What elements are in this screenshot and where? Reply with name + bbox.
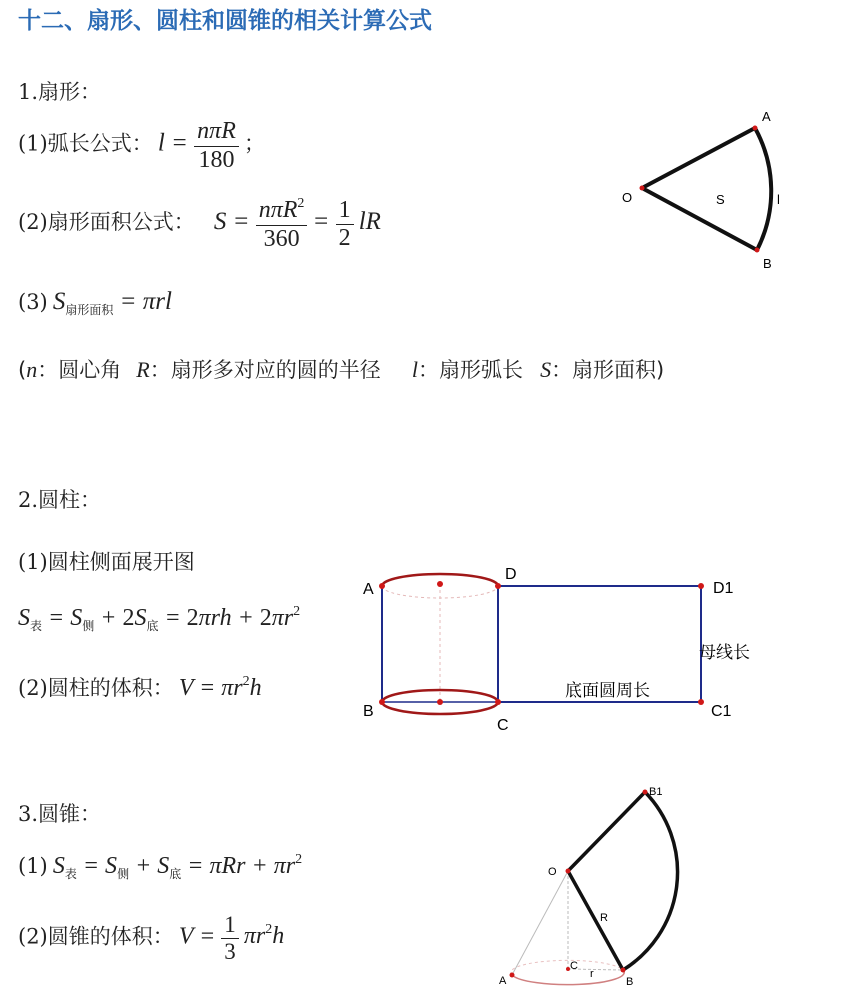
label-O: O xyxy=(622,190,633,205)
cylinder-net-diagram xyxy=(355,560,775,740)
label-A: A xyxy=(363,581,374,598)
sector-shape xyxy=(642,128,771,250)
sector-diagram xyxy=(600,100,800,280)
cone-lateral-sector xyxy=(568,792,678,970)
section-cone-heading: 3.圆锥： xyxy=(18,802,102,826)
section-sector-heading: 1.扇形： xyxy=(18,80,102,104)
arc-length-label: (1)弧长公式： xyxy=(18,131,153,156)
label-A: A xyxy=(499,975,507,987)
page-title: 十二、扇形、圆柱和圆锥的相关计算公式 xyxy=(18,8,432,34)
cylinder-volume-formula: (2)圆柱的体积： $V = \pi r^2h$ xyxy=(18,674,262,701)
cone-volume-formula: (2)圆锥的体积： V = $\frac{1}{3}$ $\pi r^2h$ xyxy=(18,912,285,965)
label-O: O xyxy=(548,866,557,878)
label-D: D xyxy=(505,566,517,583)
label-S: S xyxy=(716,192,725,207)
label-B1: B1 xyxy=(649,786,663,798)
label-C: C xyxy=(570,960,578,972)
label-r: r xyxy=(590,968,594,980)
section-cylinder-heading: 2.圆柱： xyxy=(18,488,102,512)
sector-legend: (n：圆心角 R：扇形多对应的圆的半径 l：扇形弧长 S：扇形面积) xyxy=(18,357,665,382)
label-B: B xyxy=(763,256,772,271)
label-D1: D1 xyxy=(713,580,734,597)
sector-area-label: (2)扇形面积公式： xyxy=(18,210,195,235)
label-l: l xyxy=(777,192,780,207)
cone-surface-formula: (1) $S_表 = S_侧 + S_底 = \pi Rr + \pi r^2$ xyxy=(18,852,303,881)
label-B: B xyxy=(363,703,374,720)
sector-area-formula: (2)扇形面积公式： S = $\frac{n\pi R^2}{360}$ = $\frac{1}{2}$ lR xyxy=(18,196,381,252)
label-A: A xyxy=(762,109,771,124)
cylinder-net-label: (1)圆柱侧面展开图 xyxy=(18,550,195,574)
label-C: C xyxy=(497,717,509,734)
label-circumference: 底面圆周长 xyxy=(565,681,650,700)
cone-diagram xyxy=(490,780,720,990)
cylinder-surface-formula: $S_表 = S_侧 + 2S_底 = 2\pi rh + 2\pi r^2$ xyxy=(18,604,301,633)
label-R: R xyxy=(600,912,608,924)
sector-area-rl-formula: (3) $S_{扇形面积} = \pi rl$ xyxy=(18,288,172,317)
label-B: B xyxy=(626,976,634,988)
label-C1: C1 xyxy=(711,703,732,720)
arc-length-formula: (1)弧长公式： l = $\frac{\text{nπR}}{180}$ ； xyxy=(18,118,265,173)
label-generatrix: 母线长 xyxy=(699,643,750,662)
